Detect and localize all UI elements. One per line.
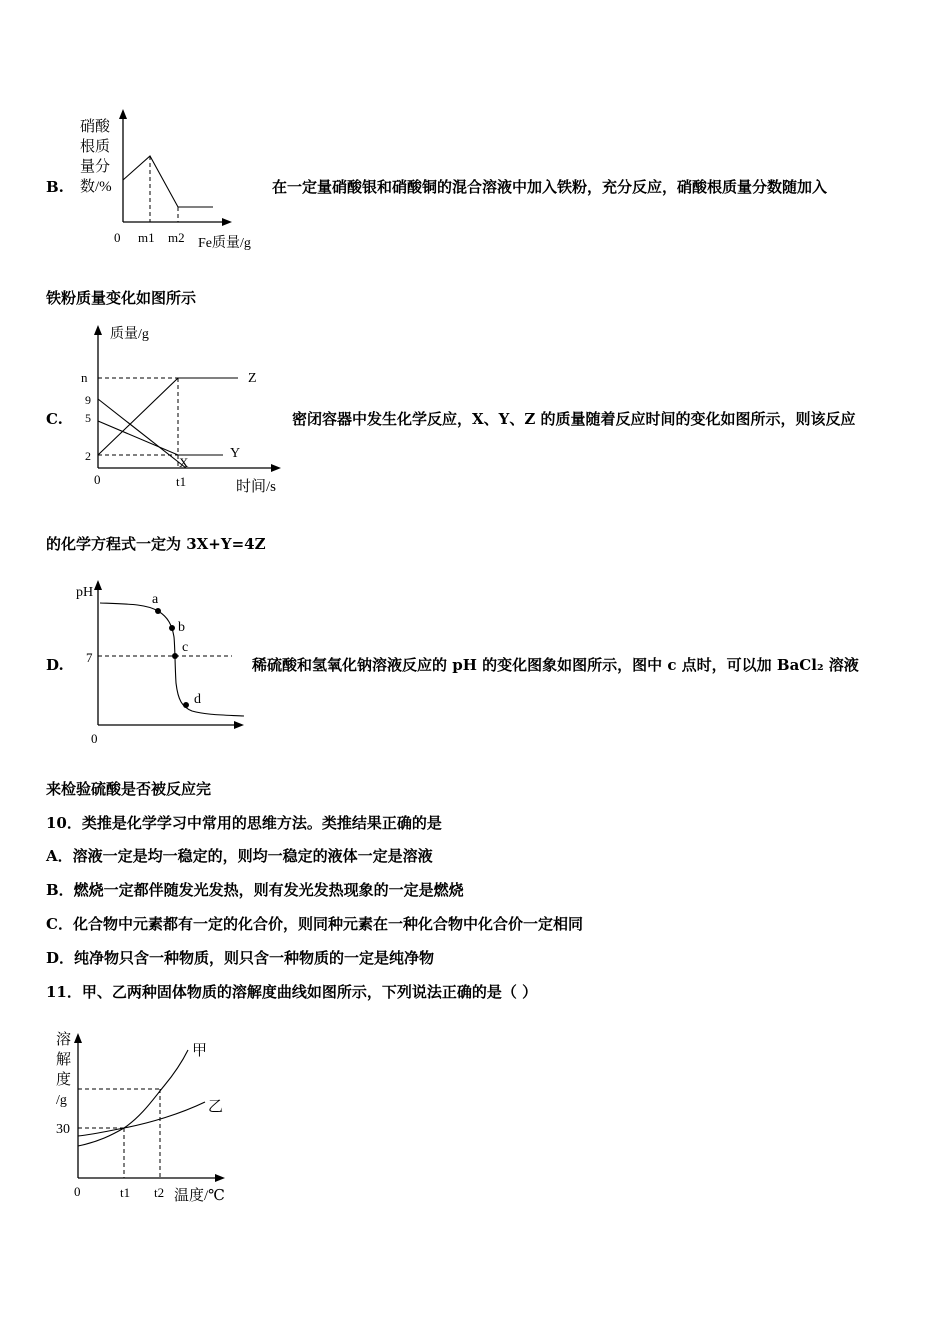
ytick-30: 30 — [56, 1122, 70, 1137]
ytick-7: 7 — [86, 650, 93, 665]
ylabel-line-2: 解 — [56, 1052, 72, 1068]
series-y-label: Y — [230, 446, 241, 461]
q10-stem: 10．类推是化学学习中常用的思维方法。类推结果正确的是 — [46, 814, 442, 832]
point-d-label: d — [194, 692, 201, 707]
xtick-t1: t1 — [176, 474, 187, 489]
option-d-graph — [74, 575, 254, 745]
ylabel-line-3: 量分 — [80, 159, 111, 175]
ylabel-line-4: 数/% — [80, 179, 112, 195]
q10-option-b: B．燃烧一定都伴随发光发热，则有发光发热现象的一定是燃烧 — [46, 881, 464, 899]
xtick-origin: 0 — [74, 1184, 81, 1199]
tick-origin: 0 — [114, 230, 121, 245]
series-z-label: Z — [248, 371, 257, 386]
ylabel: 质量/g — [110, 327, 149, 342]
z-line — [98, 378, 238, 455]
option-b-continuation: 铁粉质量变化如图所示 — [46, 289, 197, 307]
point-b — [169, 625, 175, 631]
ylabel-line-3: 度 — [56, 1072, 72, 1088]
option-c-continuation: 的化学方程式一定为 3X+Y=4Z — [46, 535, 266, 553]
tick-m1: m1 — [138, 230, 155, 245]
point-c — [172, 653, 178, 659]
series-x-label: X — [179, 455, 189, 470]
ph-curve — [100, 603, 244, 716]
jia-curve — [78, 1050, 188, 1146]
ylabel-line-4: /g — [56, 1093, 67, 1108]
ytick-2: 2 — [85, 449, 91, 463]
point-c-label: c — [182, 640, 189, 655]
origin: 0 — [91, 731, 98, 746]
ytick-9: 9 — [85, 393, 91, 407]
option-c-graph — [78, 320, 288, 495]
yi-curve — [78, 1102, 205, 1136]
q10-option-c: C．化合物中元素都有一定的化合价，则同种元素在一种化合物中化合价一定相同 — [46, 915, 583, 933]
xlabel: Fe质量/g — [198, 236, 251, 251]
ylabel-line-2: 根质 — [80, 139, 111, 155]
series-jia-label: 甲 — [192, 1043, 208, 1059]
nitrate-curve — [123, 156, 213, 207]
xlabel: 时间/s — [236, 479, 277, 495]
ylabel: pH — [76, 585, 94, 600]
q11-stem: 11．甲、乙两种固体物质的溶解度曲线如图所示，下列说法正确的是（ ） — [46, 983, 538, 1001]
option-c-label: C. — [46, 410, 63, 428]
ytick-5: 5 — [85, 411, 91, 425]
series-yi-label: 乙 — [208, 1099, 224, 1115]
xlabel: 温度/℃ — [174, 1188, 225, 1204]
xtick-t2: t2 — [154, 1185, 165, 1200]
point-d — [183, 702, 189, 708]
point-a-label: a — [152, 592, 159, 607]
tick-m2: m2 — [168, 230, 185, 245]
option-b-text: 在一定量硝酸银和硝酸铜的混合溶液中加入铁粉，充分反应，硝酸根质量分数随加入 — [272, 178, 828, 196]
x-line — [98, 399, 186, 468]
xtick-origin: 0 — [94, 472, 101, 487]
q11-solubility-graph — [50, 1028, 240, 1208]
xtick-t1: t1 — [120, 1185, 131, 1200]
ylabel-line-1: 溶 — [56, 1032, 72, 1048]
ylabel-line-1: 硝酸 — [80, 119, 111, 135]
q10-option-d: D．纯净物只含一种物质，则只含一种物质的一定是纯净物 — [46, 949, 435, 967]
point-b-label: b — [178, 620, 185, 635]
option-d-continuation: 来检验硫酸是否被反应完 — [46, 780, 212, 798]
option-b-label: B. — [46, 178, 64, 196]
option-b-graph — [70, 105, 270, 255]
option-d-text: 稀硫酸和氢氧化钠溶液反应的 pH 的变化图象如图所示，图中 c 点时，可以加 BaCl₂ 溶液 — [252, 656, 859, 674]
point-a — [155, 608, 161, 614]
ytick-n: n — [81, 370, 88, 385]
q10-option-a: A．溶液一定是均一稳定的，则均一稳定的液体一定是溶液 — [46, 847, 433, 865]
option-d-label: D. — [46, 656, 64, 674]
y-line — [98, 421, 223, 455]
option-c-text: 密闭容器中发生化学反应，X、Y、Z 的质量随着反应时间的变化如图所示，则该反应 — [292, 410, 856, 428]
